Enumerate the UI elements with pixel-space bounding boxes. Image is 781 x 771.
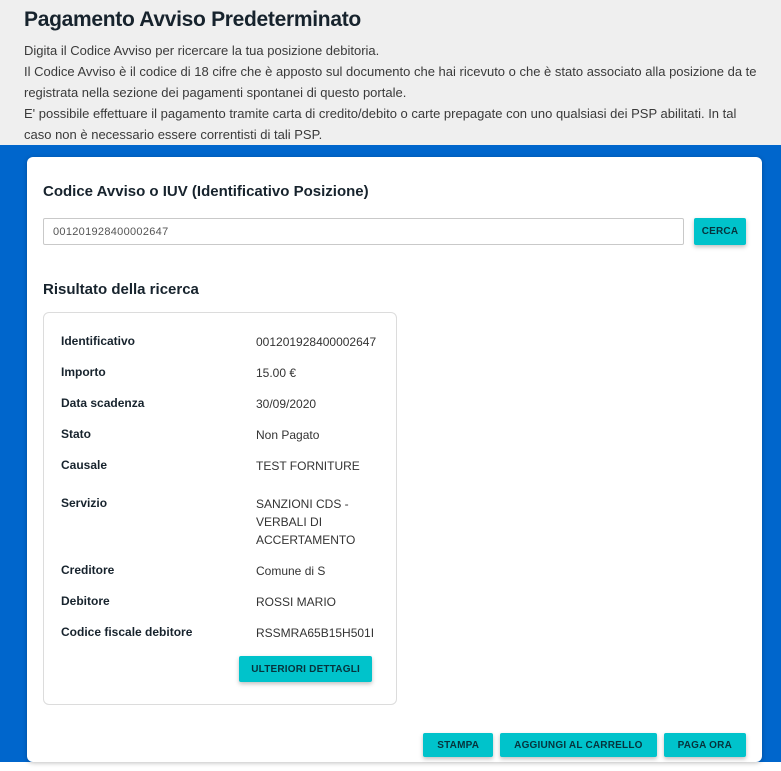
- result-row-label: Importo: [61, 365, 106, 379]
- result-row-value: 001201928400002647: [256, 335, 377, 349]
- page-description-line-1: Digita il Codice Avviso per ricercare la tua posizione debitoria.: [24, 43, 380, 58]
- result-row-value: Non Pagato: [256, 428, 320, 442]
- result-row-label: Creditore: [61, 563, 115, 577]
- payment-card: [27, 157, 762, 762]
- result-row-value: SANZIONI CDS - VERBALI DI ACCERTAMENTO: [256, 497, 356, 547]
- result-row-label: Codice fiscale debitore: [61, 625, 193, 639]
- search-row: [43, 218, 746, 245]
- result-row-importo: [61, 364, 379, 382]
- codice-avviso-input[interactable]: [43, 218, 684, 245]
- aggiungi-al-carrello-button[interactable]: AGGIUNGI AL CARRELLO: [500, 733, 656, 757]
- result-row-value: 30/09/2020: [256, 397, 317, 411]
- page-description-line-2: Il Codice Avviso è il codice di 18 cifre che è apposto sul documento che hai ricevuto o che è stato associato alla posizione da te registrata nella sezione dei pagamenti spontanei di questo portale.: [24, 64, 757, 100]
- result-row-stato: [61, 426, 379, 444]
- result-row-label: Identificativo: [61, 334, 136, 348]
- result-box: [43, 312, 397, 705]
- payment-panel: [0, 145, 781, 762]
- result-row-identificativo: [61, 333, 379, 351]
- page-header: [0, 0, 781, 145]
- code-field-label: Codice Avviso o IUV (Identificativo Posizione): [43, 183, 369, 200]
- ulteriori-dettagli-button[interactable]: ULTERIORI DETTAGLI: [239, 656, 372, 682]
- result-row-value: Comune di S: [256, 564, 326, 578]
- stampa-button[interactable]: STAMPA: [423, 733, 493, 757]
- page-title: Pagamento Avviso Predeterminato: [24, 8, 361, 31]
- result-row-causale: [61, 457, 379, 475]
- result-row-codice-fiscale: [61, 624, 379, 642]
- result-row-value: ROSSI MARIO: [256, 595, 337, 609]
- result-row-servizio: [61, 495, 379, 549]
- page-description-line-3: E' possibile effettuare il pagamento tramite carta di credito/debito o carte prepagate con uno qualsiasi dei PSP abilitati. In tal caso non è necessario essere correntisti di tali PSP.: [24, 106, 737, 142]
- result-row-label: Debitore: [61, 594, 110, 608]
- result-row-value: TEST FORNITURE: [256, 459, 360, 473]
- result-row-label: Servizio: [61, 496, 108, 510]
- result-row-label: Stato: [61, 427, 91, 441]
- actions-row: [423, 733, 746, 757]
- result-row-label: Causale: [61, 458, 108, 472]
- result-row-value: 15.00 €: [256, 366, 297, 380]
- result-row-label: Data scadenza: [61, 396, 145, 410]
- cerca-button[interactable]: CERCA: [694, 218, 746, 245]
- results-heading: Risultato della ricerca: [43, 281, 199, 298]
- result-row-data-scadenza: [61, 395, 379, 413]
- paga-ora-button[interactable]: PAGA ORA: [664, 733, 746, 757]
- result-row-creditore: [61, 562, 379, 580]
- result-row-debitore: [61, 593, 379, 611]
- result-row-value: RSSMRA65B15H501I: [256, 626, 375, 640]
